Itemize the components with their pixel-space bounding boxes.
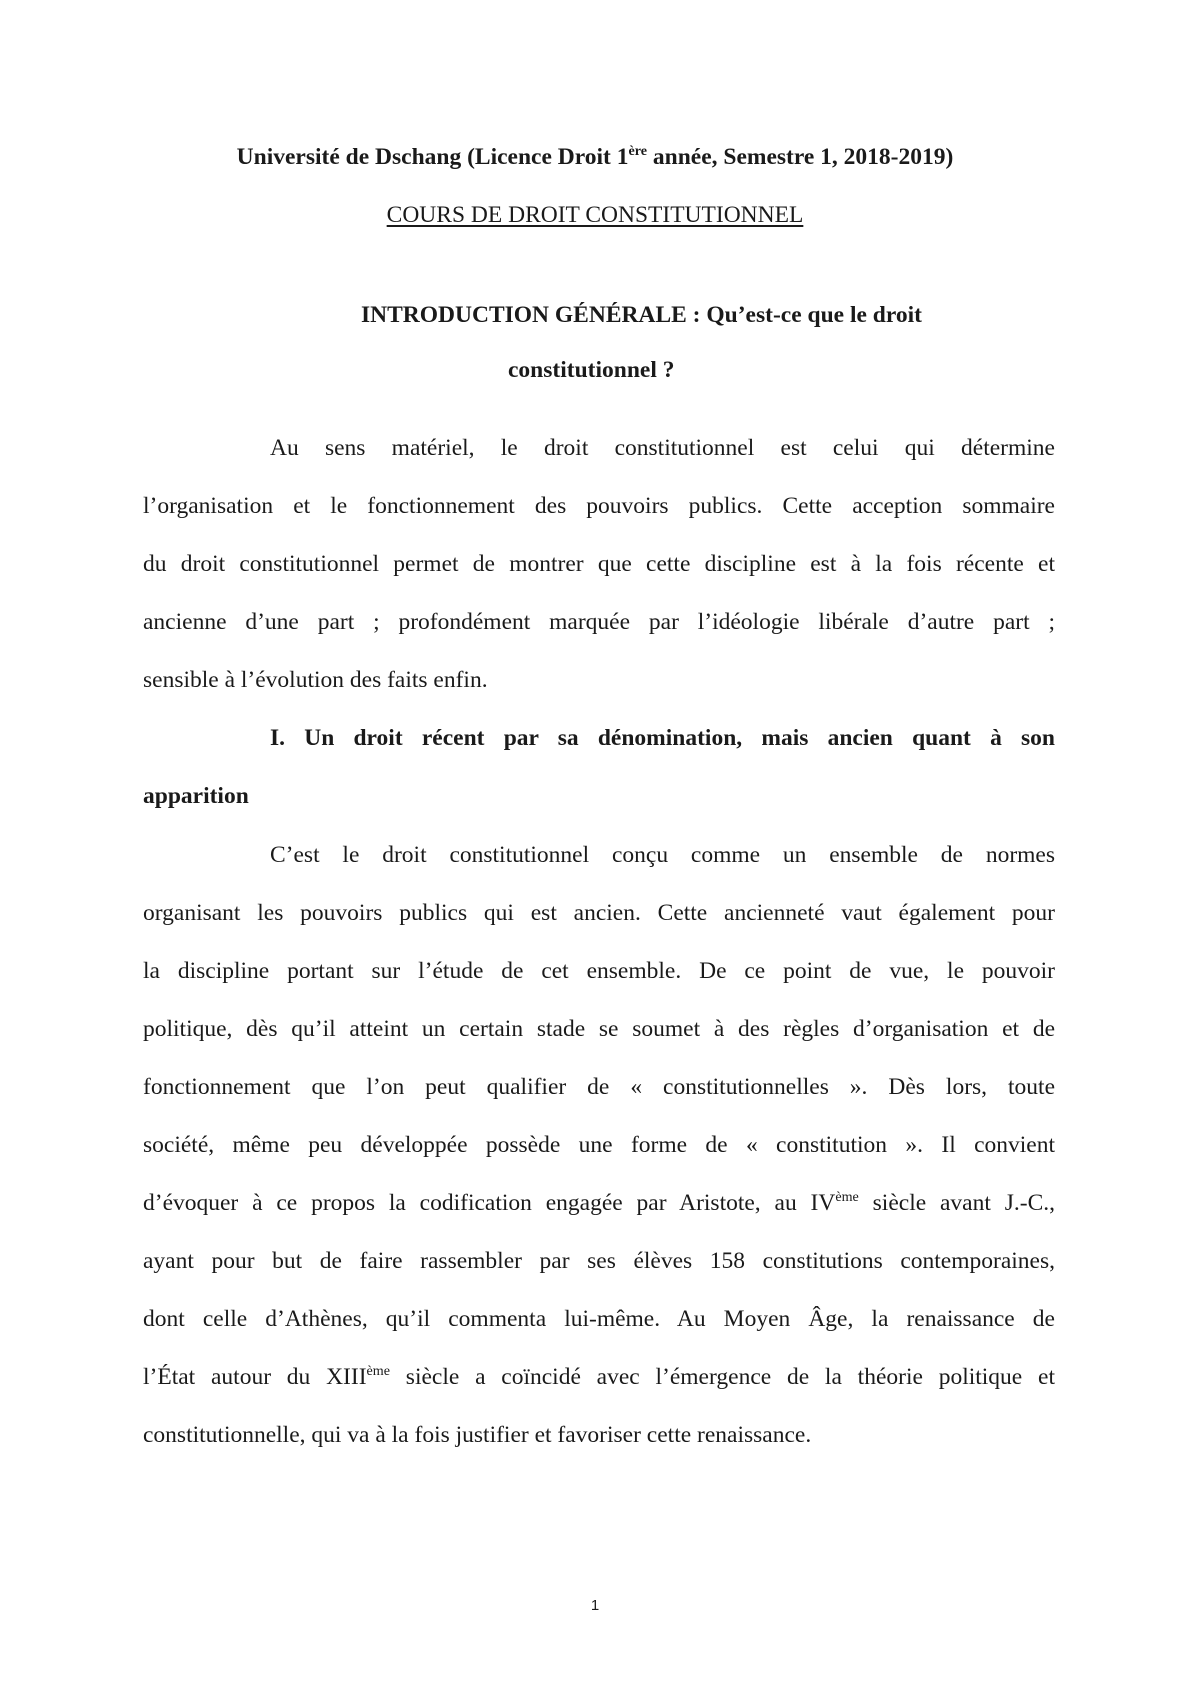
university-line-text: Université de Dschang (Licence Droit 1 [236,144,629,170]
paragraph2-line-text: l’État autour du XIII [143,1364,367,1390]
paragraph2-line: ayant pour but de faire rassembler par ses élèves 158 constitutions contemporaines, [143,1248,1055,1274]
paragraph2-line [143,1362,1055,1392]
paragraph1-line: l’organisation et le fonctionnement des pouvoirs publics. Cette acception sommaire [143,493,1055,519]
paragraph2-line: C’est le droit constitutionnel conçu comme un ensemble de normes [270,842,1055,868]
paragraph2-line: la discipline portant sur l’étude de cet ensemble. De ce point de vue, le pouvoir [143,958,1055,984]
superscript: ère [628,143,647,160]
university-line [0,142,1190,172]
course-title: COURS DE DROIT CONSTITUTIONNEL [386,202,804,228]
paragraph1-line: ancienne d’une part ; profondément marquée par l’idéologie libérale d’autre part ; [143,609,1055,635]
paragraph1-line: sensible à l’évolution des faits enfin. [143,667,488,693]
paragraph2-line: politique, dès qu’il atteint un certain stade se soumet à des règles d’organisation et de [143,1016,1055,1042]
introduction-title-line1: INTRODUCTION GÉNÉRALE : Qu’est-ce que le droit [361,302,922,328]
page-number: 1 [590,1597,600,1614]
paragraph2-line [143,1188,1055,1218]
paragraph1-line: Au sens matériel, le droit constitutionnel est celui qui détermine [270,435,1055,461]
paragraph2-line-text-end: siècle a coïncidé avec l’émergence de la théorie politique et [390,1364,1055,1390]
section1-heading-line1: I. Un droit récent par sa dénomination, mais ancien quant à son [270,725,1055,751]
paragraph2-line-text-end: siècle avant J.-C., [858,1190,1055,1216]
course-title-wrap [0,200,1190,230]
paragraph1-line: du droit constitutionnel permet de montrer que cette discipline est à la fois récente et [143,551,1055,577]
superscript: ème [835,1189,859,1206]
university-line-text-end: année, Semestre 1, 2018-2019) [647,144,954,170]
paragraph2-line: fonctionnement que l’on peut qualifier de « constitutionnelles ». Dès lors, toute [143,1074,1055,1100]
section1-heading-line2: apparition [143,783,249,809]
paragraph2-line: dont celle d’Athènes, qu’il commenta lui-même. Au Moyen Âge, la renaissance de [143,1306,1055,1332]
paragraph2-line: société, même peu développée possède une forme de « constitution ». Il convient [143,1132,1055,1158]
superscript: ème [366,1363,391,1380]
paragraph2-line: organisant les pouvoirs publics qui est ancien. Cette ancienneté vaut également pour [143,900,1055,926]
paragraph2-last-line: constitutionnelle, qui va à la fois justifier et favoriser cette renaissance. [143,1422,812,1448]
introduction-title-line2: constitutionnel ? [508,357,675,383]
paragraph2-line-text: d’évoquer à ce propos la codification engagée par Aristote, au IV [143,1190,836,1216]
